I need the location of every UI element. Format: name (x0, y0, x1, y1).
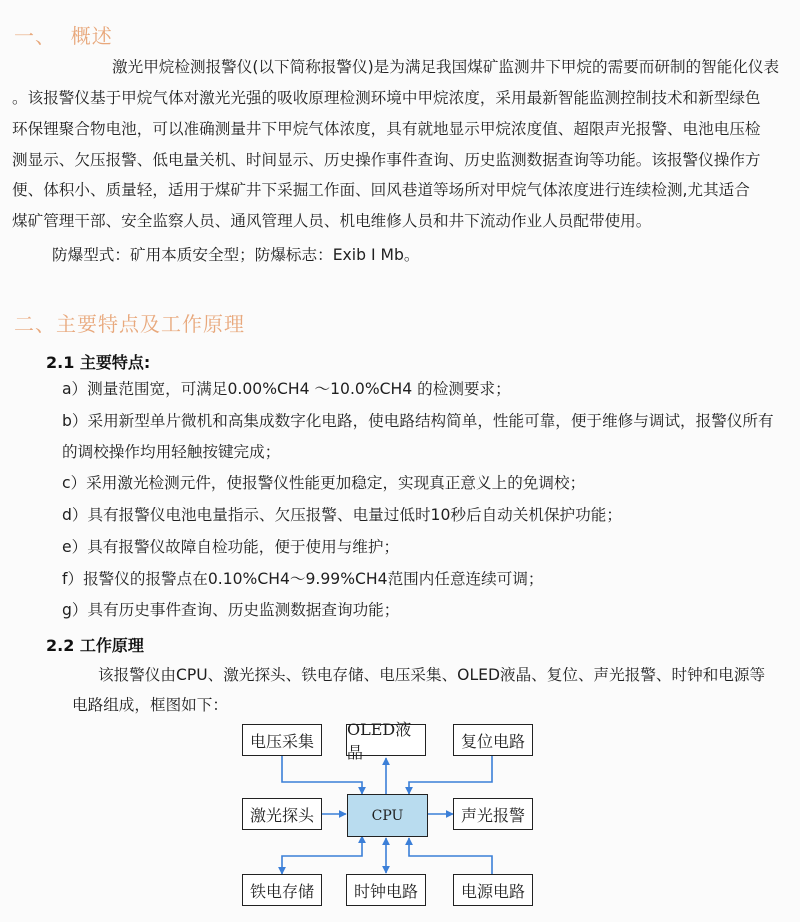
principle-line-2: 电路组成，框图如下： (72, 696, 228, 714)
feature-item-a: a）测量范围宽，可满足0.00%CH4 ～10.0%CH4 的检测要求； (62, 380, 511, 398)
block-voltage-acquisition: 电压采集 (242, 724, 322, 756)
section-title-overview: 一、 概述 (14, 24, 113, 48)
arrow-power-to-cpu (409, 838, 492, 874)
block-oled-display: OLED液晶 (346, 724, 426, 756)
feature-item-f: f）报警仪的报警点在0.10%CH4～9.99%CH4范围内任意连续可调； (62, 570, 544, 588)
feature-item-g: g）具有历史事件查询、历史监测数据查询功能； (62, 601, 400, 619)
feature-item-c: c）采用激光检测元件，使报警仪性能更加稳定，实现真正意义上的免调校； (62, 474, 586, 492)
overview-line-4: 测显示、欠压报警、低电量关机、时间显示、历史操作事件查询、历史监测数据查询等功能。该报警仪操作方 (12, 151, 761, 169)
block-reset-circuit: 复位电路 (453, 724, 533, 756)
overview-line-6: 煤矿管理干部、安全监察人员、通风管理人员、机电维修人员和井下流动作业人员配带使用。 (12, 212, 652, 230)
block-power-circuit: 电源电路 (453, 874, 533, 906)
block-fram-storage: 铁电存储 (242, 874, 322, 906)
feature-item-b-cont: 的调校操作均用轻触按键完成； (62, 443, 281, 461)
overview-line-5: 便、体积小、质量轻，适用于煤矿井下采掘工作面、回风巷道等场所对甲烷气体浓度进行连续检测,尤其适合 (12, 181, 750, 199)
feature-item-b: b）采用新型单片微机和高集成数字化电路，使电路结构简单，性能可靠，便于维修与调试，报警仪所有 (62, 412, 774, 430)
block-sound-light-alarm: 声光报警 (453, 798, 533, 830)
block-laser-probe: 激光探头 (242, 798, 322, 830)
arrow-cpu-fram (282, 836, 362, 874)
feature-item-d: d）具有报警仪电池电量指示、欠压报警、电量过低时10秒后自动关机保护功能； (62, 506, 622, 524)
overview-line-1: 激光甲烷检测报警仪(以下简称报警仪)是为满足我国煤矿监测井下甲烷的需要而研制的智能化仪表 (112, 58, 780, 76)
subsection-features-title: 2.1 主要特点: (46, 353, 151, 372)
overview-line-2: 。该报警仪基于甲烷气体对激光光强的吸收原理检测环境中甲烷浓度，采用最新智能监测控制技术和新型绿色 (12, 89, 761, 107)
block-clock-circuit: 时钟电路 (346, 874, 426, 906)
overview-line-3: 环保锂聚合物电池，可以准确测量井下甲烷气体浓度，具有就地显示甲烷浓度值、超限声光报警、电池电压检 (12, 120, 761, 138)
section-title-features: 二、主要特点及工作原理 (14, 312, 245, 336)
principle-line-1: 该报警仪由CPU、激光探头、铁电存储、电压采集、OLED液晶、复位、声光报警、时钟和电源等 (98, 666, 766, 684)
block-cpu: CPU (347, 794, 428, 837)
feature-item-e: e）具有报警仪故障自检功能，便于使用与维护； (62, 538, 400, 556)
explosion-proof-line: 防爆型式：矿用本质安全型；防爆标志：Exib I Mb。 (52, 246, 420, 264)
subsection-principle-title: 2.2 工作原理 (46, 636, 144, 655)
